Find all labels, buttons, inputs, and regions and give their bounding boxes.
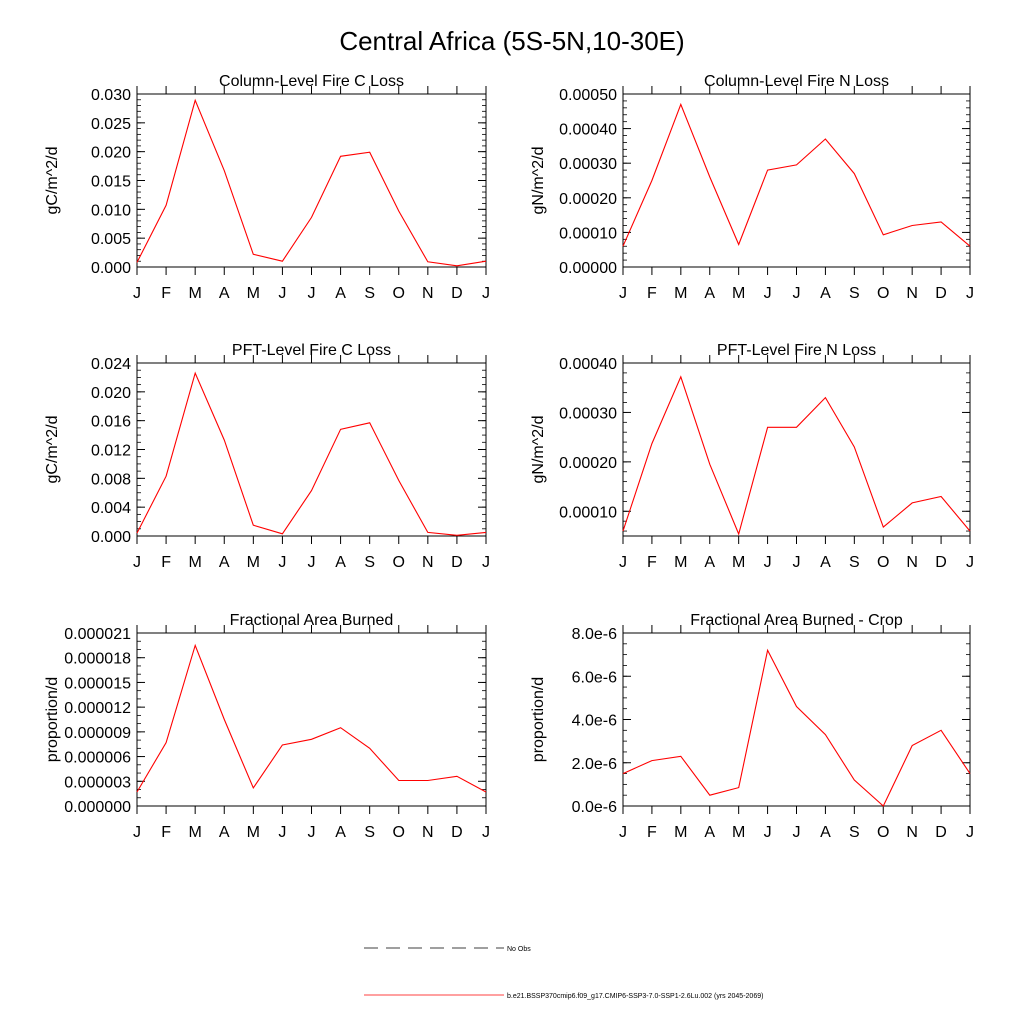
x-tick-label: M: [188, 285, 202, 302]
x-tick-label: J: [792, 285, 801, 302]
panel-title: Column-Level Fire N Loss: [704, 73, 889, 90]
x-tick-label: M: [246, 285, 260, 302]
x-tick-label: D: [935, 824, 947, 841]
y-tick-label: 0.000015: [64, 675, 131, 693]
x-tick-label: J: [966, 285, 974, 302]
y-tick-label: 0.00050: [559, 87, 617, 104]
x-tick-label: J: [133, 285, 141, 302]
x-tick-label: M: [188, 824, 202, 841]
x-tick-label: M: [246, 554, 260, 571]
x-tick-label: D: [935, 554, 947, 571]
x-tick-label: D: [451, 824, 463, 841]
x-tick-label: J: [792, 824, 801, 841]
x-tick-label: A: [218, 554, 230, 571]
y-axis-label: proportion/d: [530, 676, 547, 763]
x-tick-label: M: [674, 554, 688, 571]
x-tick-label: J: [792, 554, 801, 571]
plot-frame: [137, 363, 486, 536]
y-axis-label: gC/m^2/d: [44, 146, 61, 215]
x-tick-label: M: [674, 824, 688, 841]
legend: [364, 946, 763, 1000]
x-tick-label: A: [335, 824, 346, 841]
y-tick-label: 0.015: [90, 173, 131, 191]
y-tick-label: 0.000: [90, 529, 131, 546]
series-line: [137, 100, 486, 265]
x-tick-label: J: [619, 285, 627, 302]
x-tick-label: M: [674, 285, 688, 302]
series-line: [623, 104, 970, 246]
x-tick-label: F: [161, 554, 171, 571]
x-tick-label: A: [704, 285, 716, 302]
y-tick-label: 0.025: [90, 115, 131, 133]
y-tick-label: 0.00030: [559, 156, 617, 174]
x-tick-label: J: [482, 285, 490, 302]
x-tick-label: N: [906, 824, 918, 841]
x-tick-label: J: [278, 285, 287, 302]
y-tick-label: 2.0e-6: [571, 755, 617, 773]
x-tick-label: J: [133, 824, 141, 841]
y-tick-label: 8.0e-6: [571, 626, 617, 643]
y-tick-label: 0.000000: [64, 799, 131, 816]
x-tick-label: A: [335, 285, 346, 302]
y-axis-label: gC/m^2/d: [44, 415, 61, 484]
x-tick-label: J: [966, 554, 974, 571]
chart-panel-5: [44, 612, 490, 841]
x-tick-label: J: [278, 554, 287, 571]
y-tick-label: 0.020: [90, 144, 131, 162]
x-tick-label: F: [161, 824, 171, 841]
x-tick-label: A: [820, 554, 831, 571]
chart-panel-4: [530, 342, 974, 571]
y-tick-label: 0.005: [90, 231, 131, 249]
x-tick-label: O: [392, 285, 405, 302]
plot-frame: [623, 633, 970, 806]
y-tick-label: 0.00020: [559, 454, 617, 472]
x-tick-label: O: [877, 824, 890, 841]
y-tick-label: 0.00040: [559, 121, 617, 139]
x-tick-label: A: [704, 824, 716, 841]
y-tick-label: 0.008: [90, 471, 131, 489]
y-tick-label: 0.030: [90, 87, 131, 104]
x-tick-label: M: [188, 554, 202, 571]
y-tick-label: 0.00010: [559, 504, 617, 522]
x-tick-label: A: [218, 824, 230, 841]
x-tick-label: M: [732, 554, 746, 571]
x-tick-label: M: [732, 285, 746, 302]
y-tick-label: 4.0e-6: [571, 712, 617, 730]
x-tick-label: F: [647, 824, 657, 841]
x-tick-label: F: [647, 554, 657, 571]
x-tick-label: J: [966, 824, 974, 841]
x-tick-label: A: [704, 554, 716, 571]
figure-title: Central Africa (5S-5N,10-30E): [339, 26, 685, 56]
x-tick-label: J: [482, 824, 490, 841]
x-tick-label: N: [422, 554, 434, 571]
x-tick-label: A: [218, 285, 230, 302]
y-axis-label: proportion/d: [44, 676, 61, 763]
series-line: [137, 373, 486, 535]
x-tick-label: J: [619, 554, 627, 571]
chart-panel-6: [530, 612, 974, 841]
y-tick-label: 0.004: [90, 500, 131, 518]
x-tick-label: D: [451, 554, 463, 571]
x-tick-label: J: [763, 824, 772, 841]
x-tick-label: S: [364, 824, 376, 841]
x-tick-label: N: [906, 554, 918, 571]
x-tick-label: F: [161, 285, 171, 302]
y-tick-label: 0.020: [90, 384, 131, 402]
series-line: [623, 377, 970, 534]
x-tick-label: J: [307, 285, 316, 302]
x-tick-label: J: [482, 554, 490, 571]
x-tick-label: S: [848, 554, 860, 571]
x-tick-label: F: [647, 285, 657, 302]
panel-title: Fractional Area Burned: [229, 612, 394, 629]
y-tick-label: 0.000: [90, 260, 131, 277]
y-tick-label: 0.000006: [64, 749, 131, 767]
chart-panel-3: [44, 342, 490, 571]
x-tick-label: M: [246, 824, 260, 841]
y-tick-label: 0.024: [90, 356, 131, 373]
x-tick-label: J: [763, 554, 772, 571]
x-tick-label: O: [392, 554, 405, 571]
panel-title: Fractional Area Burned - Crop: [690, 612, 903, 629]
x-tick-label: J: [763, 285, 772, 302]
panel-title: PFT-Level Fire N Loss: [716, 342, 877, 359]
y-tick-label: 6.0e-6: [571, 669, 617, 687]
y-axis-label: gN/m^2/d: [530, 415, 547, 484]
legend-label-model: b.e21.BSSP370cmip6.f09_g17.CMIP6-SSP3-7.0-SSP1-2.6Lu.002 (yrs 2045-2069): [507, 993, 764, 1000]
y-tick-label: 0.000012: [64, 700, 131, 718]
x-tick-label: D: [935, 285, 947, 302]
x-tick-label: N: [422, 824, 434, 841]
x-tick-label: O: [877, 554, 890, 571]
series-line: [137, 645, 486, 792]
y-tick-label: 0.000009: [64, 724, 131, 742]
panels: [44, 73, 974, 841]
x-tick-label: J: [307, 554, 316, 571]
x-tick-label: S: [848, 824, 860, 841]
y-tick-label: 0.00000: [559, 260, 617, 277]
x-tick-label: A: [820, 824, 831, 841]
x-tick-label: D: [451, 285, 463, 302]
x-tick-label: J: [133, 554, 141, 571]
chart-panel-1: [44, 73, 490, 302]
x-tick-label: J: [307, 824, 316, 841]
chart-panel-2: [530, 73, 974, 302]
y-tick-label: 0.000018: [64, 650, 131, 668]
x-tick-label: A: [335, 554, 346, 571]
x-tick-label: O: [877, 285, 890, 302]
y-tick-label: 0.012: [90, 442, 131, 460]
y-tick-label: 0.00040: [559, 356, 617, 373]
x-tick-label: O: [392, 824, 405, 841]
y-tick-label: 0.00020: [559, 190, 617, 208]
x-tick-label: J: [619, 824, 627, 841]
y-tick-label: 0.000003: [64, 774, 131, 792]
legend-label-no-obs: No Obs: [507, 946, 531, 953]
x-tick-label: A: [820, 285, 831, 302]
y-tick-label: 0.010: [90, 202, 131, 220]
y-tick-label: 0.016: [90, 413, 131, 431]
panel-title: Column-Level Fire C Loss: [219, 73, 404, 90]
x-tick-label: J: [278, 824, 287, 841]
x-tick-label: N: [906, 285, 918, 302]
y-tick-label: 0.00010: [559, 225, 617, 243]
x-tick-label: S: [848, 285, 860, 302]
x-tick-label: S: [364, 554, 376, 571]
x-tick-label: S: [364, 285, 376, 302]
y-tick-label: 0.000021: [64, 626, 131, 643]
y-tick-label: 0.00030: [559, 405, 617, 423]
x-tick-label: N: [422, 285, 434, 302]
series-line: [623, 650, 970, 806]
y-axis-label: gN/m^2/d: [530, 146, 547, 215]
y-tick-label: 0.0e-6: [571, 799, 617, 816]
x-tick-label: M: [732, 824, 746, 841]
panel-title: PFT-Level Fire C Loss: [231, 342, 392, 359]
